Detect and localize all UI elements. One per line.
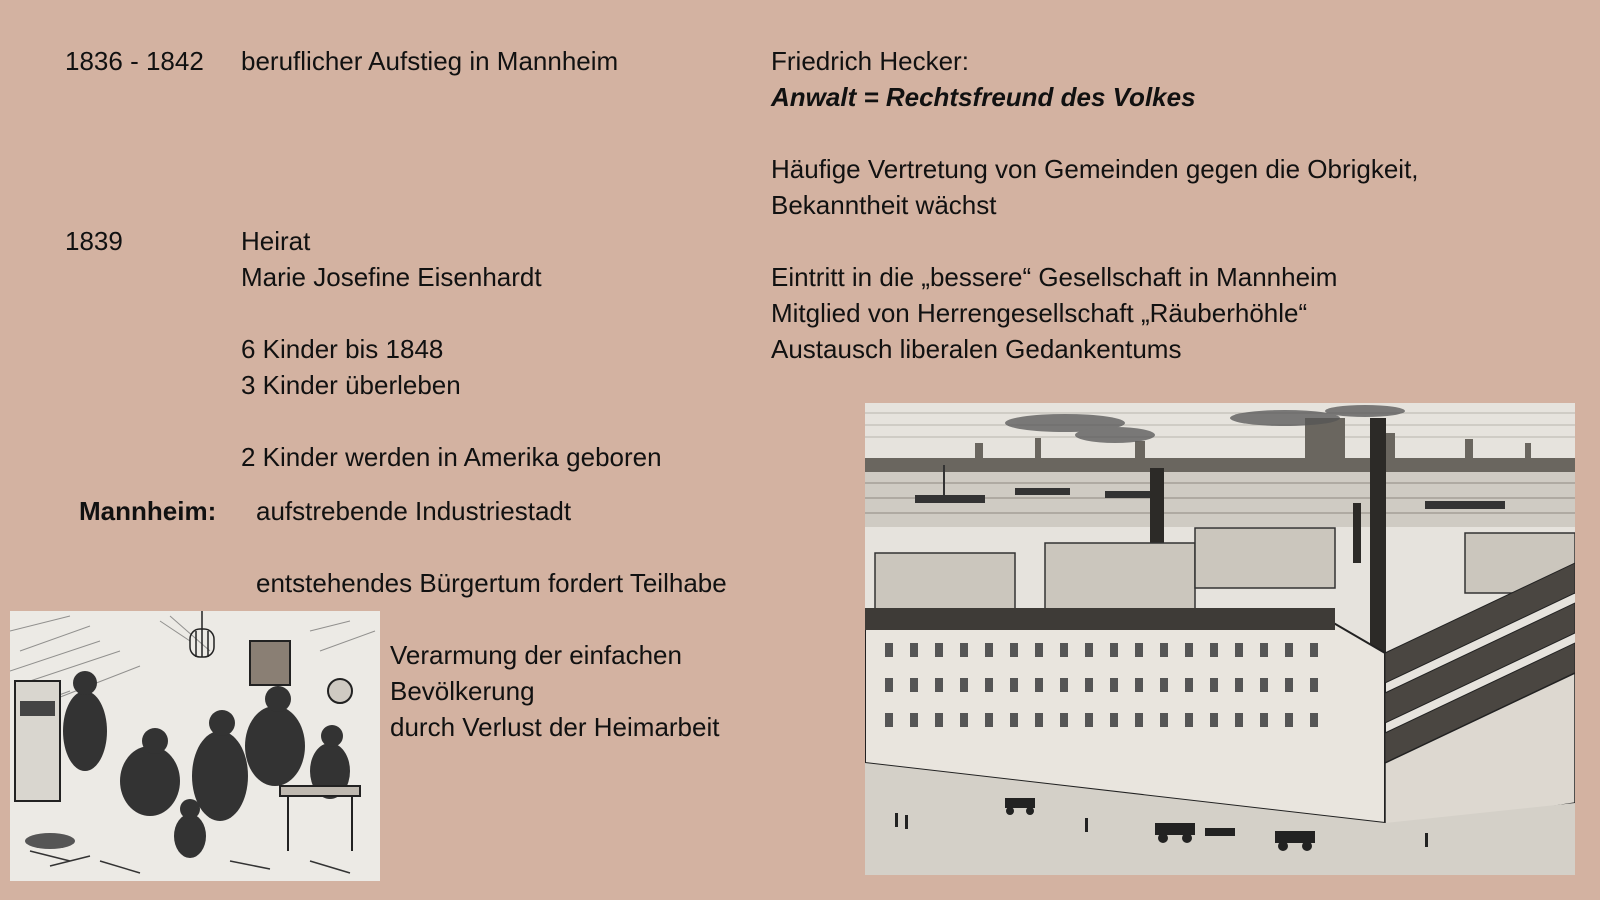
family-engraving-image (10, 611, 380, 881)
hecker-para1-line2: Bekanntheit wächst (771, 190, 997, 220)
hecker-heading: Friedrich Hecker: (771, 46, 969, 76)
timeline-children-america: 2 Kinder werden in Amerika geboren (241, 442, 662, 472)
hecker-para1-line1: Häufige Vertretung von Gemeinden gegen die Obrigkeit, (771, 154, 1419, 184)
mannheim-label: Mannheim: (79, 496, 217, 526)
timeline-marriage-label: Heirat (241, 226, 311, 256)
hecker-subheading: Anwalt = Rechtsfreund des Volkes (771, 82, 1196, 112)
poverty-line2: Bevölkerung (390, 676, 535, 706)
hecker-para2-line2: Mitglied von Herrengesellschaft „Räuberhöhle“ (771, 298, 1308, 328)
timeline-year-1839: 1839 (65, 226, 123, 256)
mannheim-bourgeoisie: entstehendes Bürgertum fordert Teilhabe (256, 568, 727, 598)
mannheim-industrial-city: aufstrebende Industriestadt (256, 496, 572, 526)
timeline-children-count: 6 Kinder bis 1848 (241, 334, 444, 364)
poverty-line3: durch Verlust der Heimarbeit (390, 712, 720, 742)
hecker-para2-line1: Eintritt in die „bessere“ Gesellschaft in Mannheim (771, 262, 1338, 292)
factory-engraving-image (865, 403, 1575, 875)
poverty-line1: Verarmung der einfachen (390, 640, 682, 670)
hecker-para2-line3: Austausch liberalen Gedankentums (771, 334, 1182, 364)
timeline-text-career: beruflicher Aufstieg in Mannheim (241, 46, 619, 76)
timeline-years-1836-1842: 1836 - 1842 (65, 46, 204, 76)
timeline-children-survived: 3 Kinder überleben (241, 370, 461, 400)
timeline-spouse-name: Marie Josefine Eisenhardt (241, 262, 542, 292)
